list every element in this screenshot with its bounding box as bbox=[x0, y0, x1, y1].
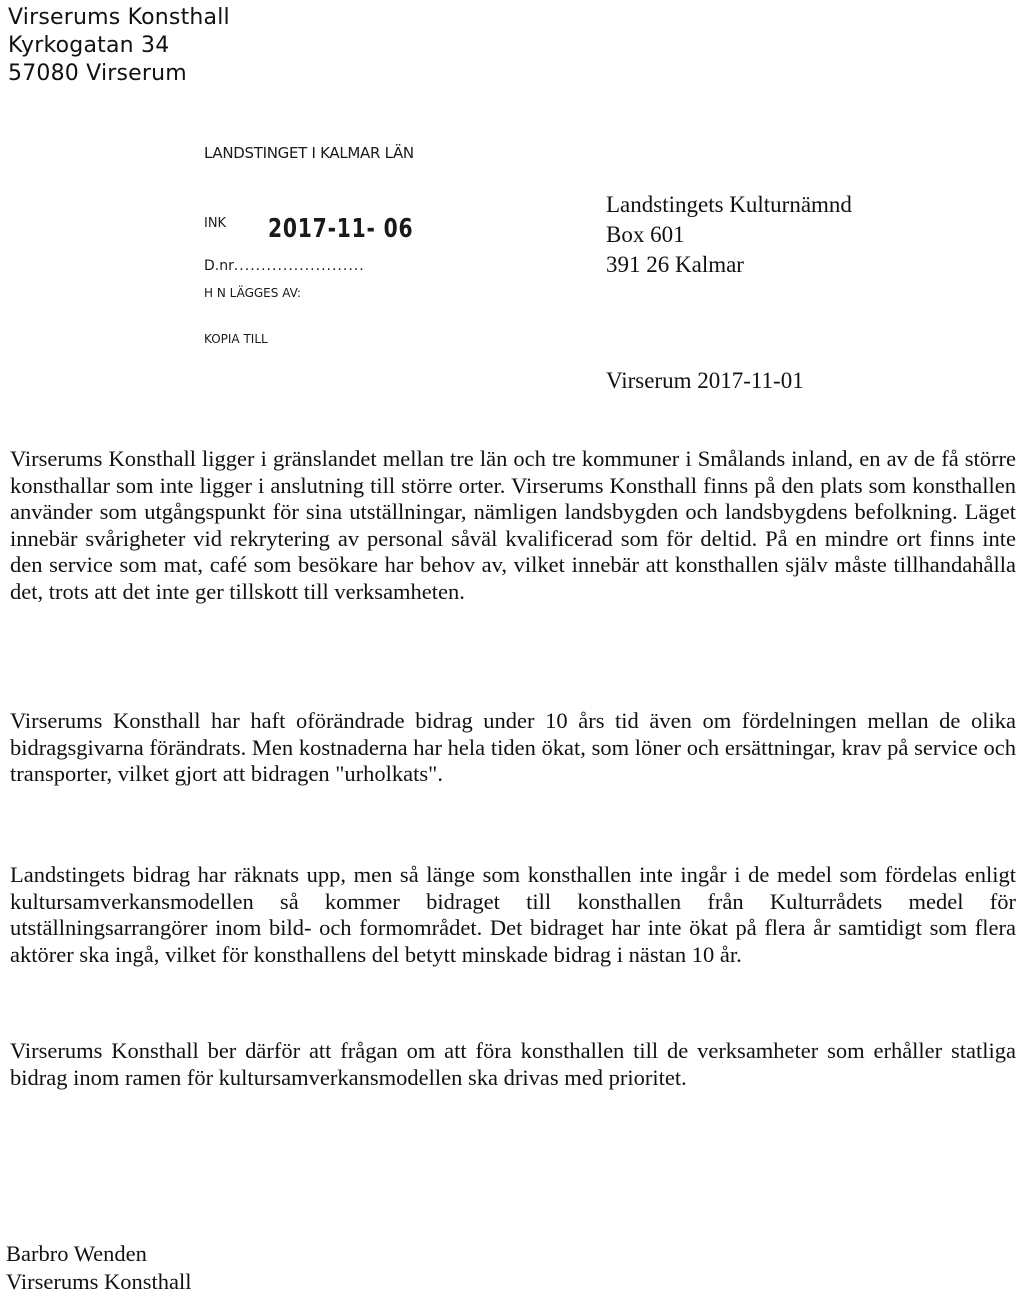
stamp-dnr bbox=[204, 258, 365, 274]
stamp-received-date: 2017-11- 06 bbox=[268, 214, 414, 244]
paragraph-2: Virserums Konsthall har haft oförändrade bidrag under 10 års tid även om fördelningen mellan de olika bidragsgivarna förändrats. Men kostnaderna har hela tiden ökat, som löner och ersättningar, krav på service och transporter, vilket gjort att bidragen "urholkats". bbox=[10, 708, 1016, 786]
recipient-address bbox=[606, 190, 852, 280]
stamp-organization: LANDSTINGET I KALMAR LÄN bbox=[204, 144, 414, 162]
recipient-line-1: Landstingets Kulturnämnd bbox=[606, 192, 852, 217]
sender-address bbox=[8, 4, 230, 88]
signature-name: Barbro Wenden bbox=[6, 1241, 147, 1266]
sender-name: Virserums Konsthall bbox=[8, 5, 230, 30]
stamp-kopia: KOPIA TILL bbox=[204, 332, 268, 346]
stamp-handlaggs: H N LÄGGES AV: bbox=[204, 286, 301, 300]
sender-street: Kyrkogatan 34 bbox=[8, 33, 170, 58]
signature-org: Virserums Konsthall bbox=[6, 1269, 192, 1294]
letter-date: Virserum 2017-11-01 bbox=[606, 368, 804, 393]
paragraph-3: Landstingets bidrag har räknats upp, men så länge som konsthallen inte ingår i de medel som fördelas enligt kultursamverkansmodellen så kommer bidraget till konsthallen från Kulturrådets medel för utställningsarrangörer inom bild- och formområdet. Det bidraget har inte ökat på flera år samtidigt som flera aktörer ska ingå, vilket för konsthallens del betytt minskade bidrag i nästan 10 år. bbox=[10, 862, 1016, 967]
paragraph-4: Virserums Konsthall ber därför att frågan om att föra konsthallen till de verksamheter som erhåller statliga bidrag inom ramen för kultursamverkansmodellen ska drivas med prioritet. bbox=[10, 1038, 1016, 1090]
recipient-line-2: Box 601 bbox=[606, 222, 685, 247]
stamp-dnr-dots: ........................ bbox=[233, 258, 365, 274]
recipient-line-3: 391 26 Kalmar bbox=[606, 252, 744, 277]
paragraph-1: Virserums Konsthall ligger i gränslandet mellan tre län och tre kommuner i Smålands inland, en av de få större konsthallar som inte ligger i anslutning till större orter. Virserums Konsthall finns på den plats som konsthallen använder som utgångspunkt för sina utställningar, nämligen landsbygden och landsbygdens befolkning. Läget innebär svårigheter vid rekrytering av personal såväl kvalificerad som för deltid. På en mindre ort finns inte den service som mat, café som besökare har behov av, vilket innebär att konsthallen själv måste tillhandahålla det, trots att det inte ger tillskott till verksamheten. bbox=[10, 446, 1016, 604]
stamp-dnr-label: D.nr bbox=[204, 258, 234, 274]
sender-postal: 57080 Virserum bbox=[8, 61, 187, 86]
stamp-ink-label: INK bbox=[204, 216, 227, 231]
signature-block bbox=[6, 1240, 192, 1296]
